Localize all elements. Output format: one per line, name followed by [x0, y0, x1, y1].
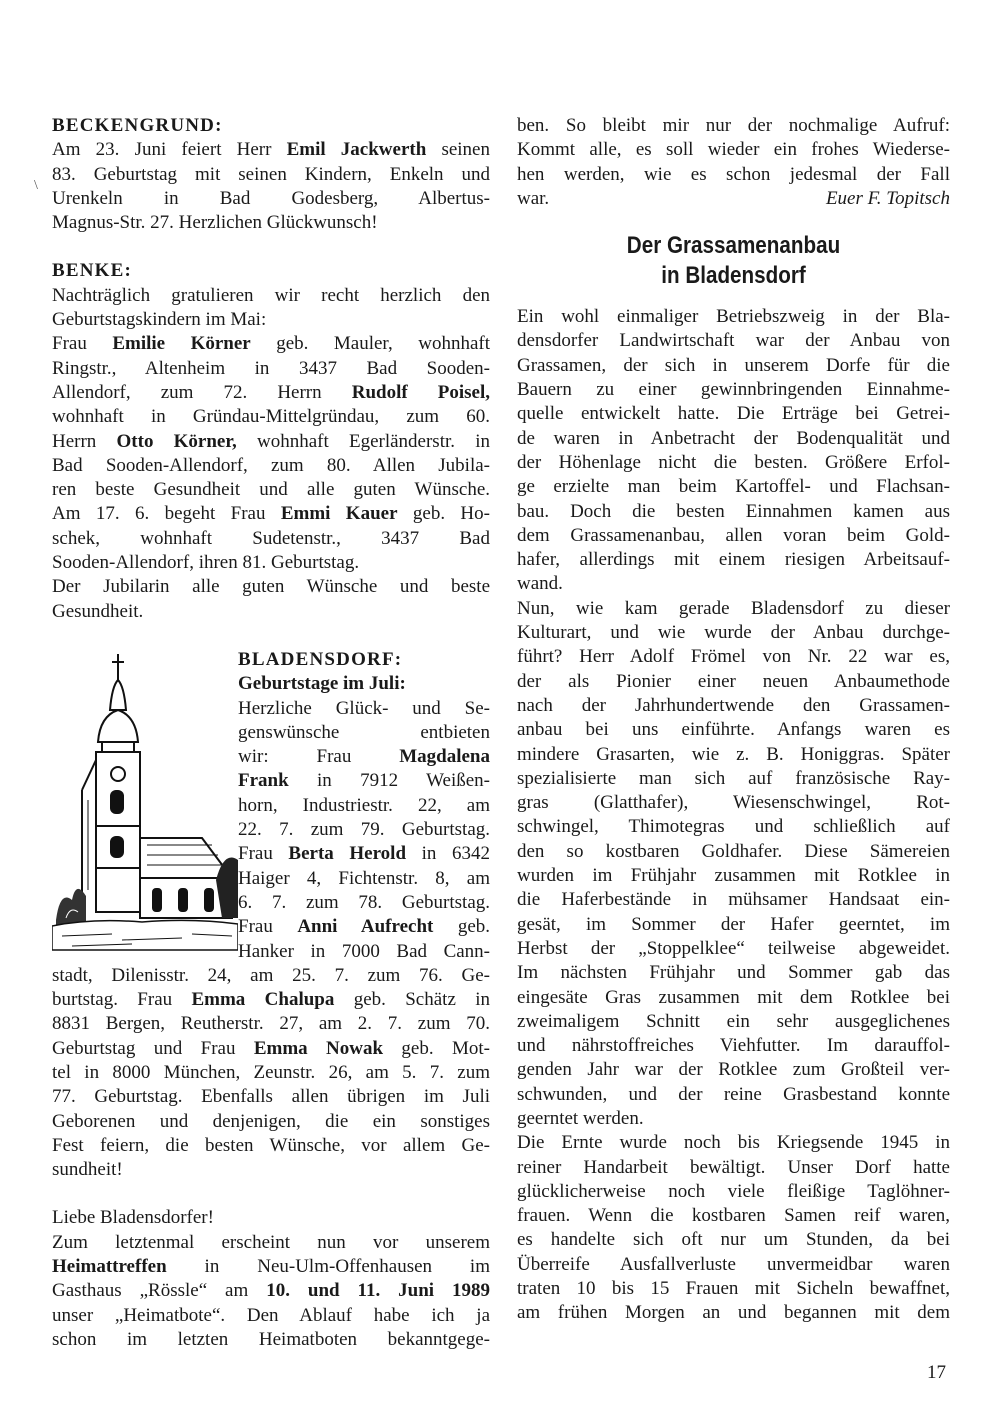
article-line: wand.	[517, 573, 563, 595]
text-line: Bad Sooden-Allendorf, zum 80. Allen Jubila-	[52, 454, 490, 476]
text-line: Gasthaus „Rössle“ am 10. und 11. Juni 1989	[52, 1280, 490, 1302]
text-line: 22. 7. zum 79. Geburtstag.	[238, 819, 490, 841]
article-line: Grassamen, der sich in unserem Dorfe für die	[517, 354, 950, 376]
left-column	[52, 114, 490, 1352]
text-line: Sooden-Allendorf, ihren 81. Geburtstag.	[52, 552, 360, 574]
text-line: Heimattreffen in Neu-Ulm-Offenhausen im	[52, 1256, 490, 1278]
church-illustration	[52, 650, 238, 960]
article-line: der Höhenlage nicht die besten. Größere Erfol-	[517, 451, 950, 473]
article-line: geerntet werden.	[517, 1107, 644, 1129]
text-line: Hanker in 7000 Bad Cann-	[238, 940, 490, 962]
heading-benke: BENKE:	[52, 260, 133, 282]
article-line: dem Grassamenanbau, allen voran beim Gold-	[517, 524, 950, 546]
text-line: stadt, Dilenisstr. 24, am 25. 7. zum 76. Ge-	[52, 964, 490, 986]
text-line: Frank in 7912 Weißen-	[238, 770, 490, 792]
text-line: 8831 Bergen, Reutherstr. 27, am 2. 7. zum 70.	[52, 1013, 490, 1035]
article-line: schwingel, Thimotegras und schließlich auf	[517, 816, 950, 838]
article-line: genden Jahr war der Rotklee zum Großteil ver-	[517, 1059, 950, 1081]
article-line: gras (Glatthafer), Wiesenschwingel, Rot-	[517, 792, 950, 814]
text-line: Geburtstagskindern im Mai:	[52, 309, 267, 331]
text-line: Allendorf, zum 72. Herrn Rudolf Poisel,	[52, 381, 491, 403]
text-line: Der Jubilarin alle guten Wünsche und beste	[52, 576, 490, 598]
text-line: Ringstr., Altenheim in 3437 Bad Sooden-	[52, 357, 490, 379]
text-line: wir: Frau Magdalena	[238, 746, 490, 768]
article-line: ge erzielte man beim Kartoffel- und Flachsan-	[517, 476, 950, 498]
article-line: führt? Herr Adolf Frömel von Nr. 22 war es,	[517, 646, 950, 668]
text-line: Gesundheit.	[52, 600, 144, 622]
letter-salutation: Liebe Bladensdorfer!	[52, 1207, 214, 1229]
article-line: den so kostbaren Goldhafer. Diese Sämereien	[517, 840, 950, 862]
text-line: schon im letzten Heimatboten bekanntgege-	[52, 1328, 490, 1350]
article-line: mindere Grasarten, wie z. B. Honiggras. Später	[517, 743, 950, 765]
signature-line	[517, 187, 950, 211]
text-line: Geborenen und denjenigen, die ein sonstiges	[52, 1110, 490, 1132]
section-beckengrund	[52, 114, 490, 235]
text-line: genswünsche entbieten	[238, 721, 490, 743]
text-line: Am 17. 6. begeht Frau Emmi Kauer geb. Ho-	[52, 503, 490, 525]
text-line: unser „Heimatbote“. Den Ablauf habe ich ja	[52, 1304, 490, 1326]
article-line: am frühen Morgen an und begannen mit dem	[517, 1302, 950, 1324]
right-column	[517, 114, 950, 1326]
article-line: traten 10 bis 15 Frauen mit Sicheln bewaffnet,	[517, 1278, 950, 1300]
text-line: Urenkeln in Bad Godesberg, Albertus-	[52, 187, 490, 209]
page-number: 17	[927, 1362, 946, 1383]
heading-bladensdorf: BLADENSDORF:	[238, 648, 403, 670]
margin-mark: \	[34, 178, 38, 193]
text-line: tel in 8000 München, Zeunstr. 26, am 5. 7. zum	[52, 1061, 490, 1083]
article-line: Im nächsten Frühjahr und Sommer gab das	[517, 962, 950, 984]
subheading: Geburtstage im Juli:	[238, 673, 406, 695]
text-line: Nachträglich gratulieren wir recht herzlich den	[52, 284, 490, 306]
article-line: nach der Jahrhundertwende den Grassamen-	[517, 694, 950, 716]
text-line: ren beste Gesundheit und alle guten Wünsche.	[52, 479, 490, 501]
article-line: zweimaligem Schnitt ein sehr ausgeglichenes	[517, 1010, 950, 1032]
article-line: densdorfer Landwirtschaft war der Anbau von	[517, 330, 950, 352]
article-line: gesät, im Sommer der Hafer geerntet, im	[517, 913, 950, 935]
text-line-end: war.	[517, 187, 550, 209]
text-line: Frau Emilie Körner geb. Mauler, wohnhaft	[52, 333, 490, 355]
signature: Euer F. Topitsch	[825, 187, 950, 209]
section-bladensdorf	[52, 648, 490, 1183]
article-line: Die Ernte wurde noch bis Kriegsende 1945 in	[517, 1132, 950, 1154]
article-line: anbau bei uns einführte. Anfangs waren es	[517, 719, 950, 741]
text-line: ben. So bleibt mir nur der nochmalige Aufruf:	[517, 115, 950, 136]
text-line: Geburtstag und Frau Emma Nowak geb. Mot-	[52, 1037, 490, 1059]
article-line: schwunden, und der reine Grasbestand konnte	[517, 1083, 950, 1105]
section-letter-continued	[517, 114, 950, 211]
article-line: wurden im Frühjahr zusammen mit Rotklee in	[517, 865, 950, 887]
text-line: Fest feiern, die besten Wünsche, vor allem Ge-	[52, 1134, 490, 1156]
article-line: spezialisierte man sich auf französische Ray-	[517, 767, 950, 789]
text-line: Frau Berta Herold in 6342	[238, 843, 490, 865]
article-line: hafer, allerdings mit einem riesigen Arbeitsauf-	[517, 549, 950, 571]
heading-beckengrund: BECKENGRUND:	[52, 115, 223, 136]
article-line: Überreife Ausfallverluste unvermeidbar waren	[517, 1253, 950, 1275]
section-benke	[52, 259, 490, 623]
text-line: Magnus-Str. 27. Herzlichen Glückwunsch!	[52, 212, 378, 234]
text-line: Kommt alle, es soll wieder ein frohes Wiederse-	[517, 139, 950, 161]
text-line: Zum letztenmal erscheint nun vor unserem	[52, 1231, 490, 1253]
article-line: Herbst der „Stoppelklee“ teilweise abgeweidet.	[517, 937, 950, 959]
article-line: glücklicherweise noch viele fleißige Taglöhner-	[517, 1180, 950, 1202]
article-line: de waren in Anbetracht der Bodenqualität und	[517, 427, 950, 449]
article-title	[547, 231, 919, 291]
article-line: reiner Handarbeit bewältigt. Unser Dorf hatte	[517, 1156, 950, 1178]
article-line: Nun, wie kam gerade Bladensdorf zu dieser	[517, 597, 950, 619]
article-line: es handelte sich oft nur um Stunden, da bei	[517, 1229, 950, 1251]
article-body	[517, 305, 950, 1325]
article-title-line: Der Grassamenanbau	[626, 232, 841, 260]
article-line: frauen. Wenn die kostbaren Samen reif waren,	[517, 1205, 950, 1227]
text-line: Frau Anni Aufrecht geb.	[238, 916, 491, 938]
text-line: Haiger 4, Fichtenstr. 8, am	[238, 867, 490, 889]
article-line: Bauern zu einer gewinnbringenden Einnahme-	[517, 379, 950, 401]
article-line: eingesäte Gras zusammen mit dem Rotklee bei	[517, 986, 950, 1008]
text-line: burtstag. Frau Emma Chalupa geb. Schätz in	[52, 989, 490, 1011]
article-line: quelle entwickelt hatte. Die Erträge bei Getrei-	[517, 403, 950, 425]
text-line: Herrn Otto Körner, wohnhaft Egerländerstr. in	[52, 430, 490, 452]
text-line: Herzliche Glück- und Se-	[238, 697, 490, 719]
section-letter	[52, 1206, 490, 1352]
article-line: der als Pionier einer neuen Anbaumethode	[517, 670, 950, 692]
text-line: Am 23. Juni feiert Herr Emil Jackwerth seinen	[52, 139, 490, 161]
text-line: hen werden, wie es schon jedesmal der Fall	[517, 163, 950, 185]
text-line: 6. 7. zum 78. Geburtstag.	[238, 891, 490, 913]
text-line: wohnhaft in Gründau-Mittelgründau, zum 60.	[52, 406, 490, 428]
text-line: 83. Geburtstag mit seinen Kindern, Enkeln und	[52, 163, 490, 185]
article-line: die Haferbestände in mühsamer Handsaat ein-	[517, 889, 950, 911]
text-line: 77. Geburtstag. Ebenfalls allen übrigen im Juli	[52, 1086, 490, 1108]
text-line: sundheit!	[52, 1159, 123, 1181]
article-line: und nährstoffreiches Viehfutter. Im darauffol-	[517, 1035, 950, 1057]
article-title-line: in Bladensdorf	[661, 262, 806, 290]
text-line: horn, Industriestr. 22, am	[238, 794, 490, 816]
text-line: schek, wohnhaft Sudetenstr., 3437 Bad	[52, 527, 490, 549]
article-line: Kulturart, und wie wurde der Anbau durchge-	[517, 622, 950, 644]
article-line: Ein wohl einmaliger Betriebszweig in der Bla-	[517, 306, 950, 328]
article-line: bau. Doch die besten Einnahmen kamen aus	[517, 500, 950, 522]
